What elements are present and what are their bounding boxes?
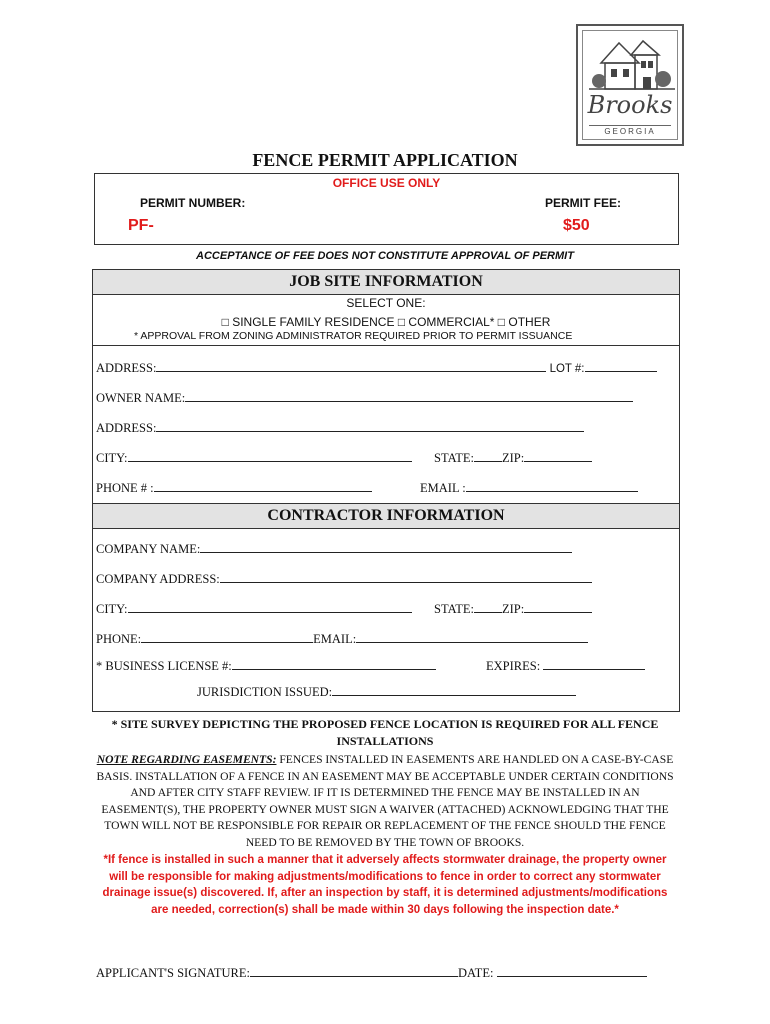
contractor-city-row [96, 600, 412, 617]
email-row [420, 479, 638, 496]
permit-number-value[interactable]: PF- [128, 217, 154, 234]
jurisdiction-label: JURISDICTION ISSUED: [197, 685, 333, 699]
date-label: DATE: [458, 966, 494, 980]
company-address-row [96, 570, 592, 587]
page-title: FENCE PERMIT APPLICATION [252, 150, 518, 170]
permit-number-label: PERMIT NUMBER: [140, 196, 246, 210]
date-line[interactable] [497, 964, 647, 977]
state-line[interactable] [474, 449, 502, 462]
single-family-label: SINGLE FAMILY RESIDENCE [232, 315, 395, 329]
property-type-options [92, 315, 680, 329]
state-label: STATE: [434, 451, 474, 465]
easement-text: FENCES INSTALLED IN EASEMENTS ARE HANDLED ON A CASE-BY-CASE BASIS. INSTALLATION OF A FENCE IN AN EASEMENT MAY BE ACCEPTABLE UNDER CERTAIN CONDITIONS AND AFTER CITY STAFF REVIEW. IF IT IS DETERMINED THE FENCE MAY BE INSTALLED IN AN EASEMENT(S), THE PROPERTY OWNER MUST SIGN A WAIVER (ATTACHED) ACKNOWLEDGING THAT THE TOWN WILL NOT BE RESPONSIBLE FOR REPAIR OR REPLACEMENT OF THE FENCE SHOULD THE FENCE NEED TO BE REMOVED BY THE TOWN OF BROOKS. [96, 753, 674, 849]
job-site-heading: JOB SITE INFORMATION [92, 269, 680, 295]
expires-label: EXPIRES: [486, 659, 541, 673]
logo-region: GEORGIA [604, 127, 656, 136]
lot-line[interactable] [585, 359, 657, 372]
permit-fee-value: $50 [563, 217, 590, 234]
company-address-line[interactable] [220, 570, 592, 583]
signature-label: APPLICANT'S SIGNATURE: [96, 966, 251, 980]
address2-row [96, 419, 584, 436]
zip-label: ZIP: [501, 451, 525, 465]
signature-row [96, 964, 647, 981]
commercial-checkbox[interactable]: □ [397, 315, 406, 329]
contractor-zip-line[interactable] [524, 600, 592, 613]
contractor-state-zip-row [434, 600, 592, 617]
address-label: ADDRESS: [96, 361, 157, 375]
address-row [96, 359, 657, 376]
signature-line[interactable] [250, 964, 458, 977]
logo-name: Brooks [587, 91, 673, 119]
expires-line[interactable] [543, 657, 645, 670]
owner-row [96, 389, 633, 406]
jurisdiction-row [197, 683, 576, 700]
company-line[interactable] [200, 540, 572, 553]
company-address-label: COMPANY ADDRESS: [96, 572, 220, 586]
contractor-zip-label: ZIP: [501, 602, 525, 616]
other-checkbox[interactable]: □ [497, 315, 506, 329]
city-label: CITY: [96, 451, 128, 465]
contractor-email-label: EMAIL: [313, 632, 357, 646]
city-line[interactable] [128, 449, 412, 462]
city-row [96, 449, 412, 466]
commercial-label: COMMERCIAL* [408, 315, 495, 329]
contractor-phone-email-row [96, 630, 588, 647]
phone-row [96, 479, 372, 496]
easement-note [90, 752, 680, 851]
company-row [96, 540, 572, 557]
address2-line[interactable] [156, 419, 584, 432]
contractor-phone-line[interactable] [141, 630, 313, 643]
jurisdiction-line[interactable] [332, 683, 576, 696]
lot-label: LOT #: [549, 363, 585, 375]
easement-heading: NOTE REGARDING EASEMENTS: [96, 753, 277, 766]
license-line[interactable] [232, 657, 436, 670]
permit-fee-label: PERMIT FEE: [545, 196, 622, 210]
license-label: * BUSINESS LICENSE #: [96, 659, 232, 673]
expires-row [486, 657, 645, 674]
contractor-state-label: STATE: [434, 602, 474, 616]
contractor-heading: CONTRACTOR INFORMATION [92, 503, 680, 529]
email-label: EMAIL : [420, 481, 466, 495]
stormwater-note: *If fence is installed in such a manner that it adversely affects stormwater drainage, the property owner will be responsible for making adjustments/modifications to fence in order to correct any stormwater drainage issue(s) discovered. If, after an inspection by staff, it is determined adjustments/modifications are needed, correction(s) shall be made within 30 days following the inspection date.* [102, 854, 668, 916]
office-use-heading: OFFICE USE ONLY [332, 176, 441, 190]
contractor-email-line[interactable] [356, 630, 588, 643]
state-zip-row [434, 449, 592, 466]
email-line[interactable] [466, 479, 638, 492]
owner-line[interactable] [185, 389, 633, 402]
zip-line[interactable] [524, 449, 592, 462]
license-row [96, 657, 436, 674]
other-label: OTHER [508, 315, 551, 329]
contractor-city-label: CITY: [96, 602, 128, 616]
address2-label: ADDRESS: [96, 421, 157, 435]
acceptance-note: ACCEPTANCE OF FEE DOES NOT CONSTITUTE APPROVAL OF PERMIT [196, 250, 574, 262]
address-line[interactable] [156, 359, 546, 372]
contractor-city-line[interactable] [128, 600, 412, 613]
owner-label: OWNER NAME: [96, 391, 186, 405]
contractor-phone-label: PHONE: [96, 632, 142, 646]
phone-label: PHONE # : [96, 481, 154, 495]
select-one-label: SELECT ONE: [346, 296, 426, 310]
house-icon [583, 33, 681, 93]
contractor-state-line[interactable] [474, 600, 502, 613]
zoning-approval-note: * APPROVAL FROM ZONING ADMINISTRATOR REQUIRED PRIOR TO PERMIT ISSUANCE [134, 330, 573, 342]
site-survey-note: * SITE SURVEY DEPICTING THE PROPOSED FENCE LOCATION IS REQUIRED FOR ALL FENCE INSTALLATIONS [111, 717, 659, 748]
brooks-georgia-logo [576, 24, 684, 146]
single-family-checkbox[interactable]: □ [221, 315, 229, 329]
phone-line[interactable] [154, 479, 372, 492]
company-label: COMPANY NAME: [96, 542, 201, 556]
